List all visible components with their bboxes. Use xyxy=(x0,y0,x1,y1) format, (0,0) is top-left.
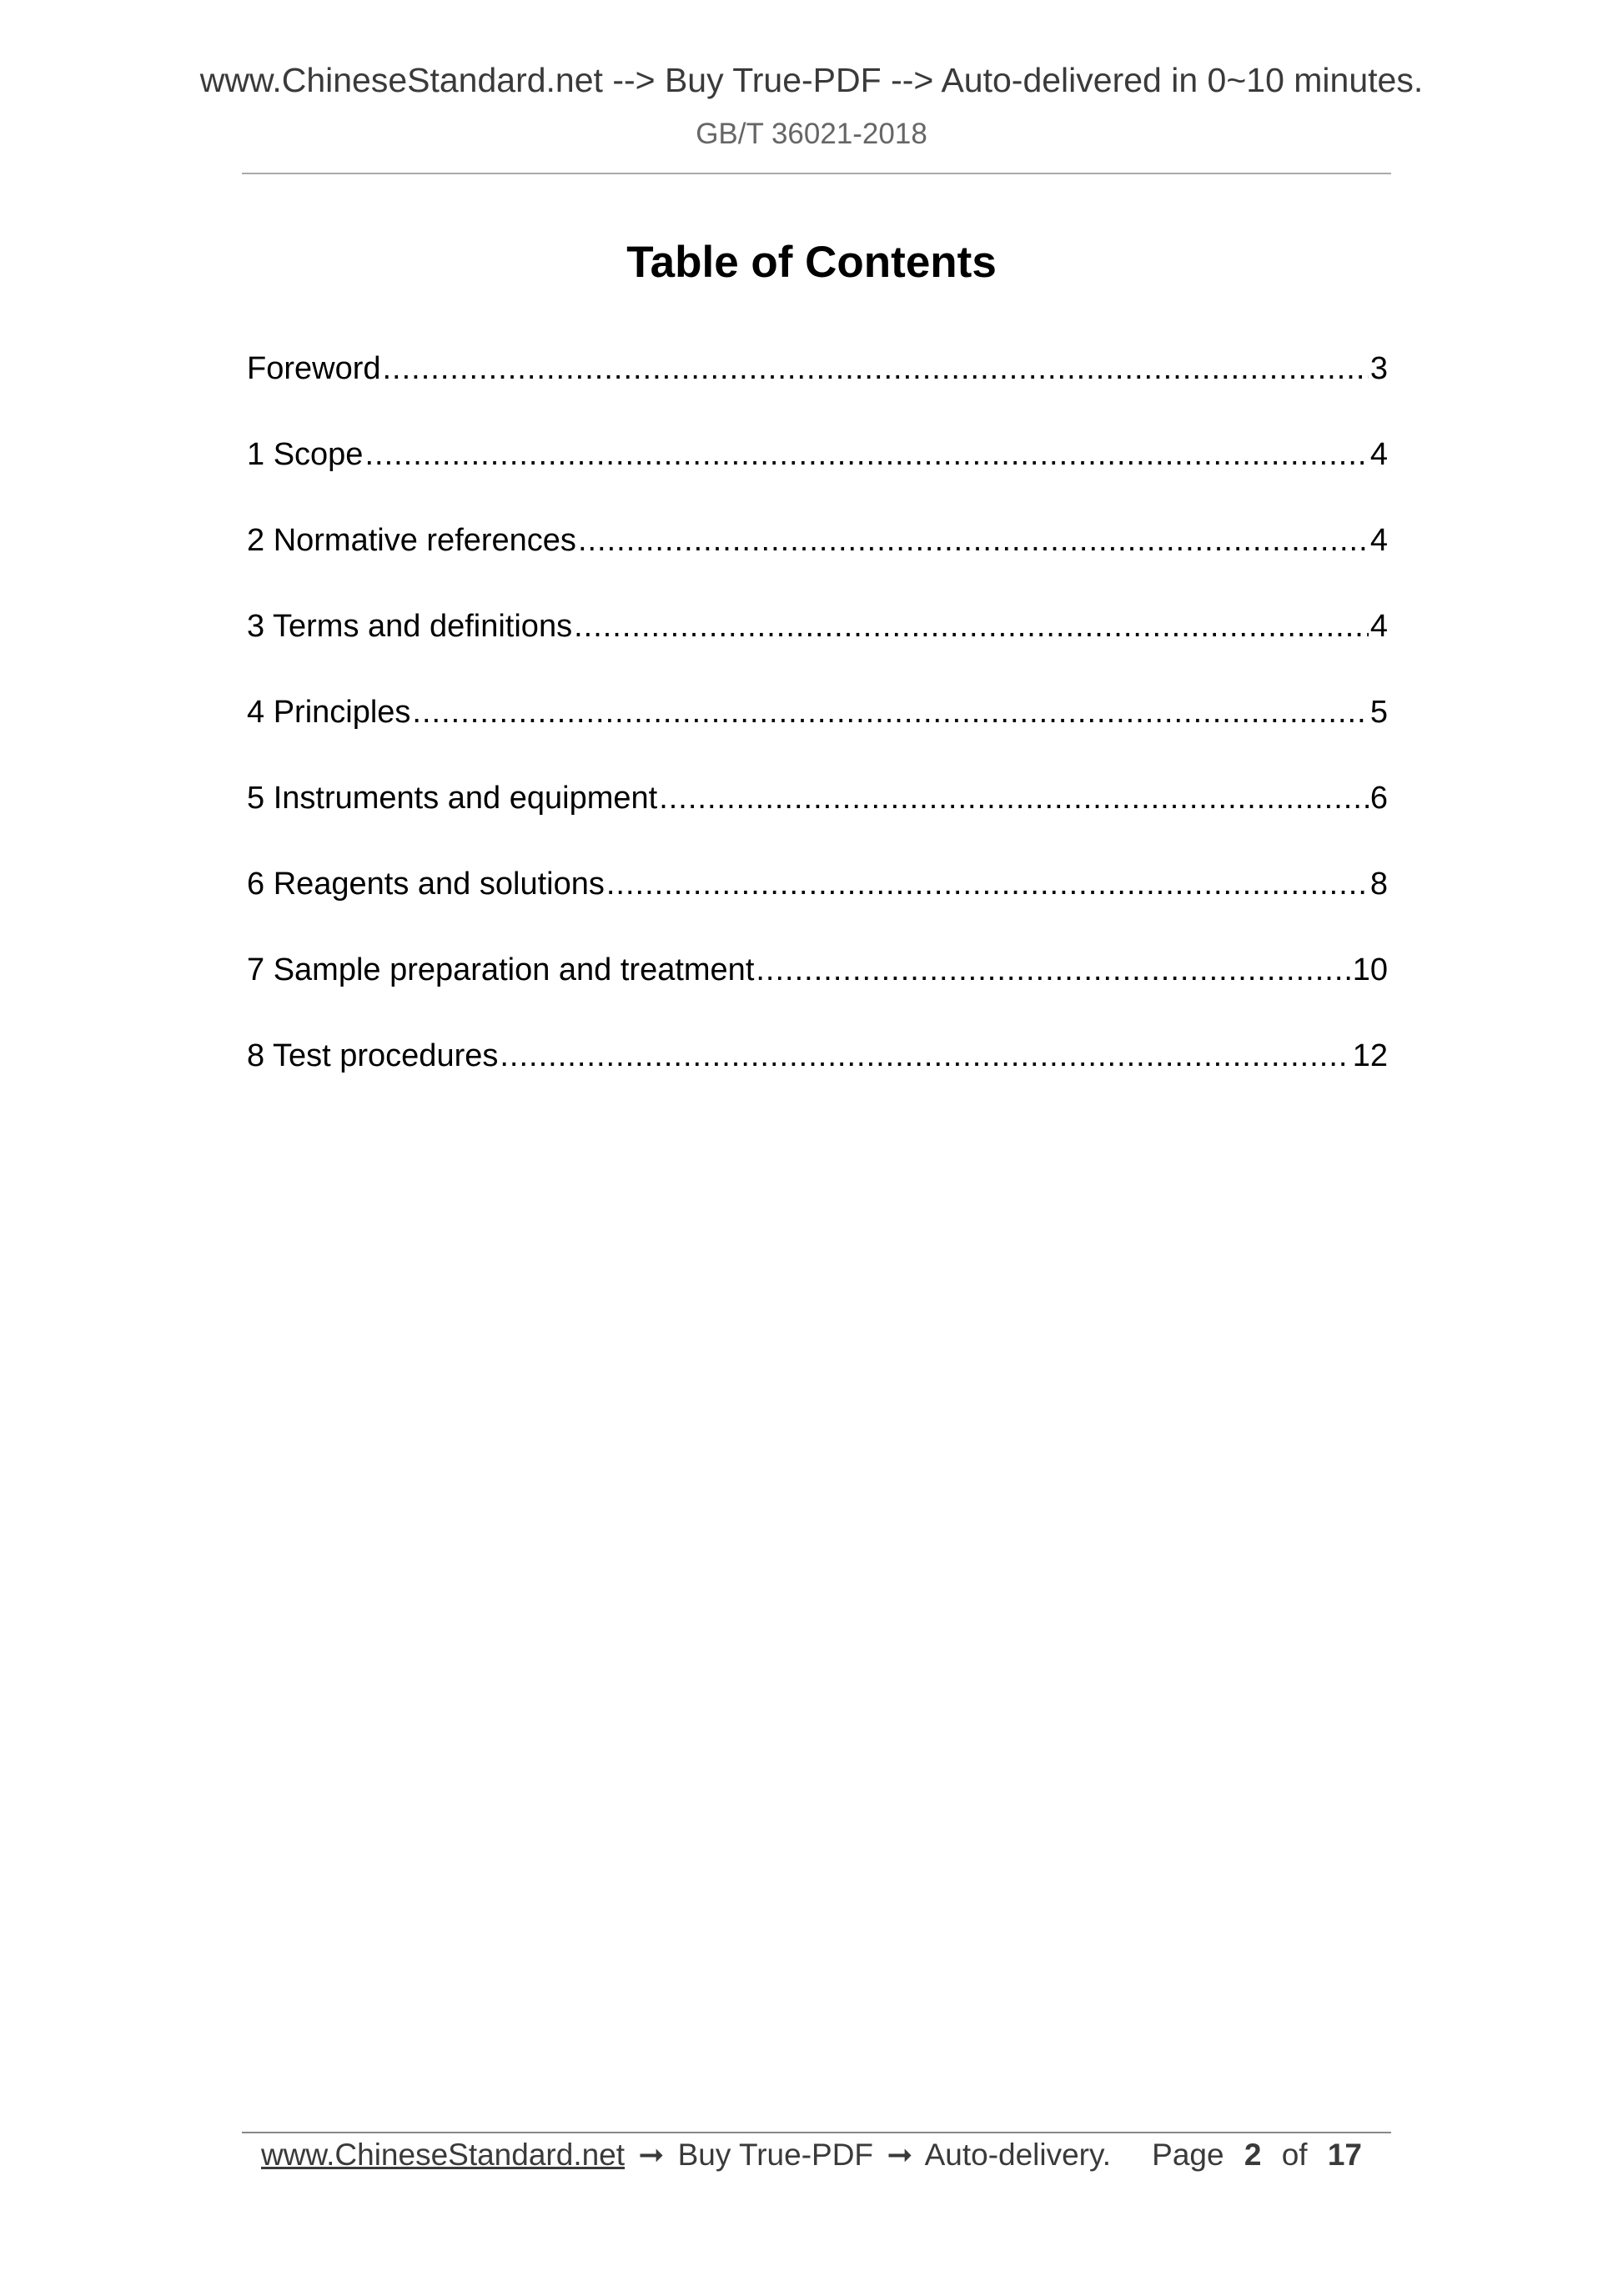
dot-leader xyxy=(606,866,1369,904)
dot-leader xyxy=(578,522,1369,560)
table-of-contents xyxy=(247,350,1388,1123)
toc-entry-test-procedures[interactable] xyxy=(247,1037,1388,1123)
toc-entry-label: 4 Principles xyxy=(247,695,411,730)
header-banner: www.ChineseStandard.net --> Buy True-PDF --> Auto-delivered in 0~10 minutes. xyxy=(199,61,1424,99)
toc-entry-page: 3 xyxy=(1369,351,1388,386)
toc-entry-label: 5 Instruments and equipment xyxy=(247,781,658,816)
toc-entry-page: 6 xyxy=(1369,781,1388,816)
dot-leader xyxy=(364,436,1368,475)
toc-entry-page: 10 xyxy=(1352,952,1388,987)
footer-website-link[interactable]: www.ChineseStandard.net xyxy=(261,2138,626,2172)
of-word: of xyxy=(1281,2138,1308,2172)
toc-entry-reagents-and-solutions[interactable] xyxy=(247,866,1388,952)
footer-divider xyxy=(242,2132,1391,2133)
right-arrow-icon: ➞ xyxy=(638,2138,665,2172)
toc-entry-page: 4 xyxy=(1369,523,1388,558)
standard-code: GB/T 36021-2018 xyxy=(696,118,927,150)
page-word: Page xyxy=(1152,2138,1224,2172)
toc-entry-normative-references[interactable] xyxy=(247,522,1388,608)
footer-buy-text: Buy True-PDF xyxy=(677,2138,874,2172)
right-arrow-icon: ➞ xyxy=(887,2138,913,2172)
page-footer xyxy=(261,2137,1362,2173)
toc-entry-page: 8 xyxy=(1369,867,1388,902)
toc-entry-foreword[interactable] xyxy=(247,350,1388,436)
dot-leader xyxy=(756,952,1350,990)
dot-leader xyxy=(412,694,1368,732)
toc-entry-page: 4 xyxy=(1369,609,1388,644)
header-divider xyxy=(242,173,1391,174)
toc-entry-page: 4 xyxy=(1369,437,1388,472)
toc-entry-label: 3 Terms and definitions xyxy=(247,609,573,644)
toc-entry-page: 5 xyxy=(1369,695,1388,730)
dot-leader xyxy=(574,608,1369,646)
total-page-count: 17 xyxy=(1327,2138,1362,2172)
page-title: Table of Contents xyxy=(626,238,997,287)
toc-entry-label: 6 Reagents and solutions xyxy=(247,867,605,902)
footer-promo xyxy=(261,2137,1111,2173)
dot-leader xyxy=(659,780,1369,818)
toc-entry-label: 1 Scope xyxy=(247,437,364,472)
toc-entry-principles[interactable] xyxy=(247,694,1388,780)
footer-delivery-text: Auto-delivery. xyxy=(924,2138,1112,2172)
dot-leader xyxy=(383,350,1369,389)
toc-entry-instruments-and-equipment[interactable] xyxy=(247,780,1388,866)
current-page-number: 2 xyxy=(1244,2138,1262,2172)
toc-entry-label: Foreword xyxy=(247,351,381,386)
toc-entry-page: 12 xyxy=(1352,1038,1388,1073)
toc-entry-label: 2 Normative references xyxy=(247,523,576,558)
toc-entry-label: 8 Test procedures xyxy=(247,1038,499,1073)
toc-entry-terms-and-definitions[interactable] xyxy=(247,608,1388,694)
toc-entry-sample-preparation[interactable] xyxy=(247,952,1388,1037)
toc-entry-label: 7 Sample preparation and treatment xyxy=(247,952,755,987)
page-indicator xyxy=(1152,2138,1362,2173)
toc-entry-scope[interactable] xyxy=(247,436,1388,522)
dot-leader xyxy=(500,1037,1350,1076)
